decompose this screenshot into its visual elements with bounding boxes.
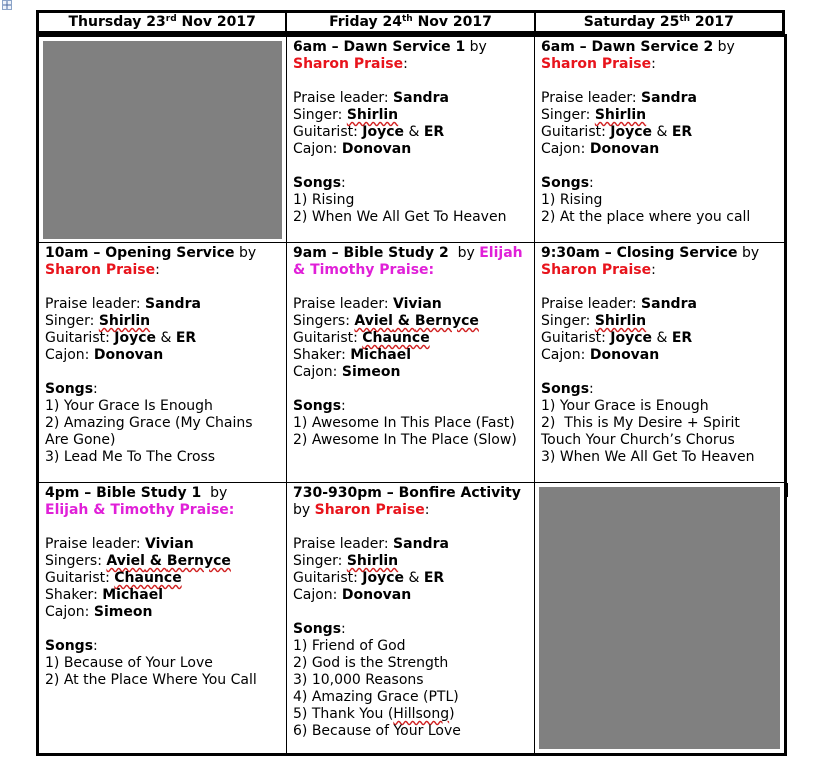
table-move-handle[interactable]: [2, 0, 12, 10]
header-saturday: Saturday 25 $^{th}$ 2017: [583, 14, 734, 30]
move-arrows-icon: [3, 1, 11, 9]
friday-bonfire-cell[interactable]: 730-930pm – Bonfire Activity by Sharon Praise: Praise leader: Sandra Singer: Shirlin Guitarist: Joyce & ER Cajon: Donovan Songs: 1) Friend of God 2) God is the Strength 3) 10,000 Reasons 4) Amazing Grace (PTL) 5) Thank You (Hillsong) 6) Because of Your Love: [287, 483, 535, 753]
saturday-empty-cell: [535, 483, 784, 753]
saturday-closing-service-cell[interactable]: 9:30am – Closing Service by Sharon Praise: Praise leader: Sandra Singer: Shirlin Guitarist: Joyce & ER Cajon: Donovan Songs: 1) Your Grace is Enough 2) This is My Desire + Spirit Touch Your Church’s Chorus 3) When We All Get To Heaven: [535, 243, 784, 483]
friday-dawn-service-cell[interactable]: 6am – Dawn Service 1 by Sharon Praise: Praise leader: Sandra Singer: Shirlin Guitarist: Joyce & ER Cajon: Donovan Songs: 1) Rising 2) When We All Get To Heaven: [287, 37, 535, 243]
saturday-dawn-service-cell[interactable]: 6am – Dawn Service 2 by Sharon Praise: Praise leader: Sandra Singer: Shirlin Guitarist: Joyce & ER Cajon: Donovan Songs: 1) Rising 2) At the place where you call: [535, 37, 784, 243]
header-thursday: Thursday 23 $^{rd}$ Nov 2017: [39, 13, 287, 31]
thursday-opening-service-cell[interactable]: 10am – Opening Service by Sharon Praise: Praise leader: Sandra Singer: Shirlin Guitarist: Joyce & ER Cajon: Donovan Songs: 1) Your Grace Is Enough 2) Amazing Grace (My Chains Are Gone) 3) Lead Me To The Cross: [39, 243, 287, 483]
empty-cell-shading: [539, 487, 780, 749]
table-edge-marker: [786, 483, 788, 497]
thursday-empty-cell: [39, 37, 287, 243]
empty-cell-shading: [43, 41, 282, 239]
friday-bible-study-cell[interactable]: 9am – Bible Study 2 by Elijah & Timothy Praise: Praise leader: Vivian Singers: Aviel & Bernyce Guitarist: Chaunce Shaker: Michael Cajon: Simeon Songs: 1) Awesome In This Place (Fast) 2) Awesome In The Place (Slow): [287, 243, 535, 483]
header-friday: Friday 24 $^{th}$ Nov 2017: [287, 13, 535, 31]
schedule-header-row: [36, 10, 785, 34]
schedule-table: [36, 34, 787, 756]
thursday-bible-study-cell[interactable]: 4pm – Bible Study 1 by Elijah & Timothy Praise: Praise leader: Vivian Singers: Aviel & Bernyce Guitarist: Chaunce Shaker: Michael Cajon: Simeon Songs: 1) Because of Your Love 2) At the Place Where You Call: [39, 483, 287, 753]
